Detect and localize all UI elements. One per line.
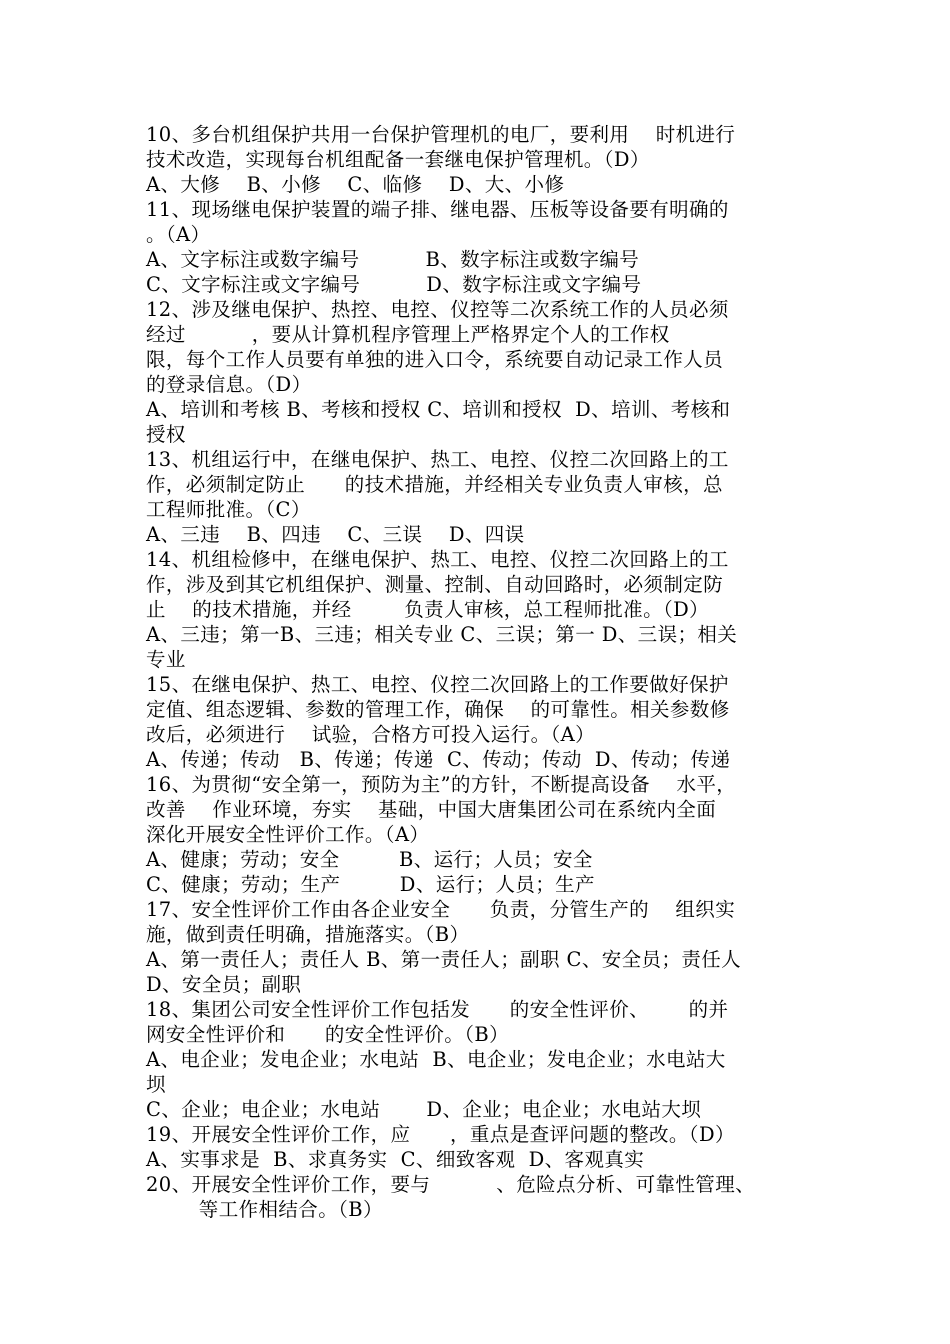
question-12-line-4: 的登录信息。（D） bbox=[146, 373, 312, 396]
question-18-line-1: 18、集团公司安全性评价工作包括发 的安全性评价、 的并 bbox=[146, 998, 729, 1021]
question-17-line-2: 施，做到责任明确，措施落实。（B） bbox=[146, 923, 470, 946]
question-18-options-line-2: 坝 bbox=[146, 1073, 166, 1096]
question-14-options-line-1: A、三违；第一B、三违；相关专业 C、三误；第一 D、三误；相关 bbox=[146, 623, 738, 646]
question-14-line-1: 14、机组检修中，在继电保护、热工、电控、仪控二次回路上的工 bbox=[146, 548, 729, 571]
question-12-options-line-2: 授权 bbox=[146, 423, 186, 446]
question-16-options-cd: C、健康；劳动；生产 D、运行；人员；生产 bbox=[146, 873, 595, 896]
question-13-line-1: 13、机组运行中，在继电保护、热工、电控、仪控二次回路上的工 bbox=[146, 448, 729, 471]
question-text-block bbox=[146, 122, 816, 1222]
question-16-line-1: 16、为贯彻“安全第一，预防为主”的方针，不断提高设备 水平， bbox=[146, 773, 737, 796]
question-16-line-2: 改善 作业环境，夯实 基础，中国大唐集团公司在系统内全面 bbox=[146, 798, 717, 821]
question-19-options: A、实事求是 B、求真务实 C、细致客观 D、客观真实 bbox=[146, 1148, 645, 1171]
question-12-line-3: 限，每个工作人员要有单独的进入口令，系统要自动记录工作人员 bbox=[146, 348, 724, 371]
question-12-line-2: 经过 ，要从计算机程序管理上严格界定个人的工作权 bbox=[146, 323, 670, 346]
question-10-line-2: 技术改造，实现每台机组配备一套继电保护管理机。（D） bbox=[146, 148, 650, 171]
question-17-options-line-2: D、安全员；副职 bbox=[146, 973, 302, 996]
question-16-line-3: 深化开展安全性评价工作。（A） bbox=[146, 823, 430, 846]
question-17-line-1: 17、安全性评价工作由各企业安全 负责，分管生产的 组织实 bbox=[146, 898, 736, 921]
question-10-line-1: 10、多台机组保护共用一台保护管理机的电厂，要利用 时机进行 bbox=[146, 123, 736, 146]
question-18-options-line-1: A、电企业；发电企业；水电站 B、电企业；发电企业；水电站大 bbox=[146, 1048, 726, 1071]
question-11-options-ab: A、文字标注或数字编号 B、数字标注或数字编号 bbox=[146, 248, 640, 271]
question-14-options-line-2: 专业 bbox=[146, 648, 186, 671]
question-11-line-1: 11、现场继电保护装置的端子排、继电器、压板等设备要有明确的 bbox=[146, 198, 729, 221]
question-20-line-2: 等工作相结合。（B） bbox=[146, 1198, 383, 1221]
question-16-options-ab: A、健康；劳动；安全 B、运行；人员；安全 bbox=[146, 848, 593, 871]
question-10-options: A、大修 B、小修 C、临修 D、大、小修 bbox=[146, 173, 565, 196]
question-18-line-2: 网安全性评价和 的安全性评价。（B） bbox=[146, 1023, 509, 1046]
question-12-options-line-1: A、培训和考核 B、考核和授权 C、培训和授权 D、培训、考核和 bbox=[146, 398, 731, 421]
question-12-line-1: 12、涉及继电保护、热控、电控、仪控等二次系统工作的人员必须 bbox=[146, 298, 729, 321]
question-11-options-cd: C、文字标注或文字编号 D、数字标注或文字编号 bbox=[146, 273, 642, 296]
question-14-line-2: 作，涉及到其它机组保护、测量、控制、自动回路时，必须制定防 bbox=[146, 573, 724, 596]
question-13-line-3: 工程师批准。（C） bbox=[146, 498, 311, 521]
question-17-options-line-1: A、第一责任人；责任人 B、第一责任人；副职 C、安全员；责任人 bbox=[146, 948, 742, 971]
question-15-line-3: 改后，必须进行 试验，合格方可投入运行。（A） bbox=[146, 723, 596, 746]
question-18-options-line-3: C、企业；电企业；水电站 D、企业；电企业；水电站大坝 bbox=[146, 1098, 702, 1121]
question-14-line-3: 止 的技术措施，并经 负责人审核，总工程师批准。（D） bbox=[146, 598, 710, 621]
question-20-line-1: 20、开展安全性评价工作，要与 、危险点分析、可靠性管理、 bbox=[146, 1173, 755, 1196]
question-15-line-1: 15、在继电保护、热工、电控、仪控二次回路上的工作要做好保护 bbox=[146, 673, 729, 696]
question-13-line-2: 作，必须制定防止 的技术措施，并经相关专业负责人审核，总 bbox=[146, 473, 723, 496]
question-11-line-2: 。（A） bbox=[146, 223, 211, 246]
question-15-options: A、传递；传动 B、传递；传递 C、传动；传动 D、传动；传递 bbox=[146, 748, 731, 771]
question-15-line-2: 定值、组态逻辑、参数的管理工作，确保 的可靠性。相关参数修 bbox=[146, 698, 730, 721]
question-13-options: A、三违 B、四违 C、三误 D、四误 bbox=[146, 523, 525, 546]
question-19-line-1: 19、开展安全性评价工作，应 ，重点是查评问题的整改。（D） bbox=[146, 1123, 735, 1146]
